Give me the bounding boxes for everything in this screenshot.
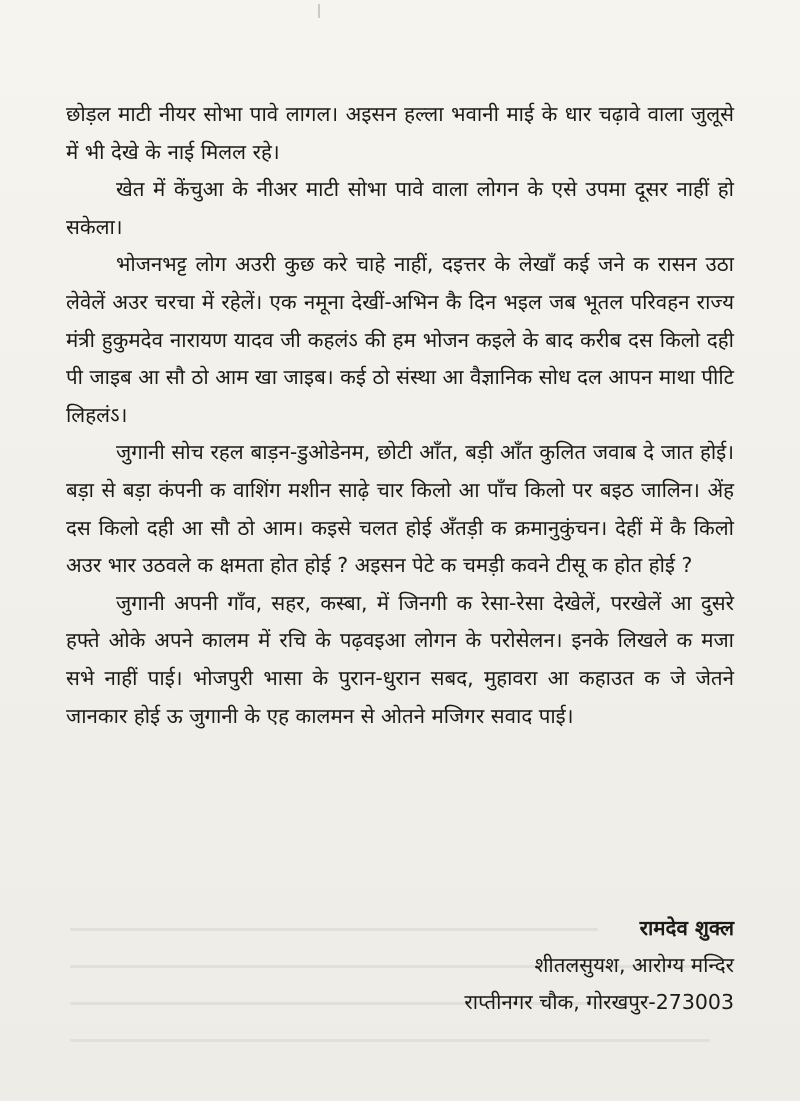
author-name: रामदेव शुक्ल xyxy=(639,916,734,940)
author-address-line-2: राप्तीनगर चौक, गोरखपुर-273003 xyxy=(464,990,734,1014)
paragraph-1: छोड़ल माटी नीयर सोभा पावे लागल। अइसन हल्ला भवानी माई के धार चढ़ावे वाला जुलूसे में भी देखे के नाई मिलल रहे। xyxy=(66,102,734,164)
author-address-line-1: शीतलसुयश, आरोग्य मन्दिर xyxy=(534,953,734,977)
print-mark xyxy=(318,4,320,18)
paragraph-2: खेत में केंचुआ के नीअर माटी सोभा पावे वाला लोगन के एसे उपमा दूसर नाहीं हो सकेला। xyxy=(66,177,734,239)
paragraph-5: जुगानी अपनी गाँव, सहर, कस्बा, में जिनगी क रेसा-रेसा देखेलें, परखेलें आ दुसरे हफ्ते ओके अपने कालम में रचि के पढ़वइआ लोगन के परोसेलन। इनके लिखले क मजा सभे नाहीं पाई। भोजपुरी भासा के पुरान-धुरान सबद, मुहावरा आ कहाउत क जे जेतने जानकार होई ऊ जुगानी के एह कालमन से ओतने मजिगर सवाद पाई। xyxy=(66,590,734,728)
author-signature-block xyxy=(464,910,734,1021)
paragraph-3: भोजनभट्ट लोग अउरी कुछ करे चाहे नाहीं, दइत्तर के लेखाँ कई जने क रासन उठा लेवेलें अउर चरचा में रहेलें। एक नमूना देखीं-अभिन कै दिन भइल जब भूतल परिवहन राज्य मंत्री हुकुमदेव नारायण यादव जी कहलंऽ की हम भोजन कइले के बाद करीब दस किलो दही पी जाइब आ सौ ठो आम खा जाइब। कई ठो संस्था आ वैज्ञानिक सोध दल आपन माथा पीटि लिहलंऽ। xyxy=(66,252,734,427)
paragraph-4: जुगानी सोच रहल बाड़न-डुओडेनम, छोटी आँत, बड़ी आँत कुलित जवाब दे जात होई। बड़ा से बड़ा कंपनी क वाशिंग मशीन साढ़े चार किलो आ पाँच किलो पर बइठ जालिन। अेंह दस किलो दही आ सौ ठो आम। कइसे चलत होई अँतड़ी क क्रमानुकुंचन। देहीं में कै किलो अउर भार उठवले क क्षमता होत होई ? अइसन पेटे क चमड़ी कवने टीसू क होत होई ? xyxy=(66,440,734,578)
article-body xyxy=(66,96,734,735)
